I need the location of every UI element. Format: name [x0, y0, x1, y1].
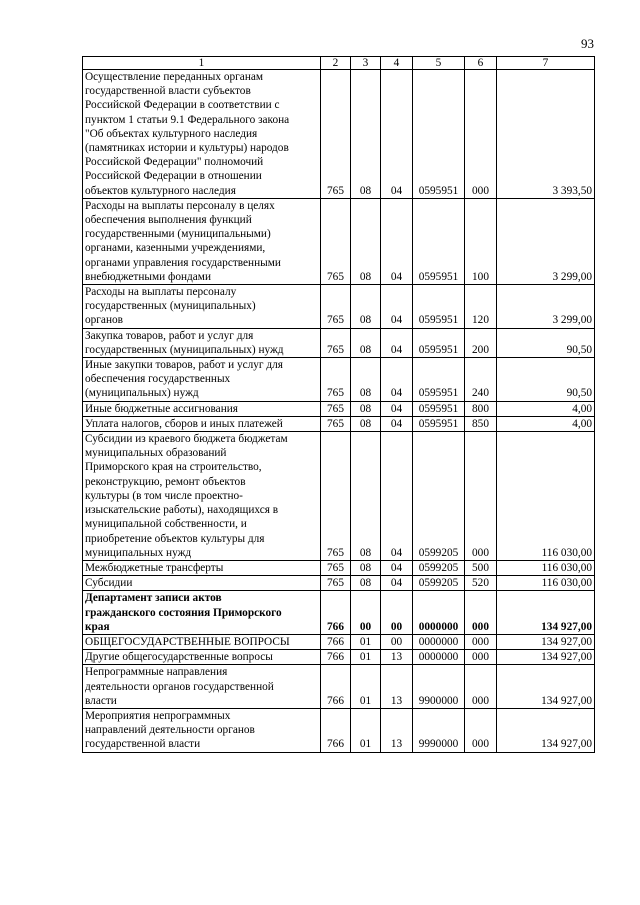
col-header: 6: [465, 57, 497, 70]
row-name: Субсидии из краевого бюджета бюджетам муниципальных образований Приморского края на строительство, реконструкцию, ремонт объектов культуры (в том числе проектно- изыскательские работы), находящихся в муниципальной собственности, и приобретение объектов культуры для муниципальных нужд: [83, 432, 321, 561]
row-target-article: 0595951: [413, 70, 465, 199]
row-subsection: 13: [381, 650, 413, 665]
row-expense-type: 520: [465, 576, 497, 591]
row-name: Иные закупки товаров, работ и услуг для обеспечения государственных (муниципальных) нужд: [83, 358, 321, 402]
row-admin-code: 765: [321, 198, 351, 284]
row-target-article: 0595951: [413, 198, 465, 284]
row-target-article: 0599205: [413, 432, 465, 561]
row-amount: 116 030,00: [497, 560, 595, 575]
row-amount: 4,00: [497, 416, 595, 431]
row-subsection: 00: [381, 591, 413, 635]
row-subsection: 04: [381, 328, 413, 357]
row-expense-type: 000: [465, 650, 497, 665]
row-expense-type: 000: [465, 665, 497, 709]
budget-table: [82, 56, 595, 753]
row-name: Другие общегосударственные вопросы: [83, 650, 321, 665]
row-section: 01: [351, 634, 381, 649]
row-name: Расходы на выплаты персоналу государственных (муниципальных) органов: [83, 285, 321, 329]
row-admin-code: 765: [321, 285, 351, 329]
table-row: [83, 665, 595, 709]
header-row: [83, 57, 595, 70]
row-name: Осуществление переданных органам государственной власти субъектов Российской Федерации в соответствии с пунктом 1 статьи 9.1 Федерального закона "Об объектах культурного наследия (памятниках истории и культуры) народов Российской Федерации" полномочий Российской Федерации в отношении объектов культурного наследия: [83, 70, 321, 199]
row-amount: 134 927,00: [497, 591, 595, 635]
table-row: [83, 708, 595, 752]
row-subsection: 04: [381, 198, 413, 284]
row-amount: 116 030,00: [497, 576, 595, 591]
row-target-article: 0000000: [413, 650, 465, 665]
row-name: ОБЩЕГОСУДАРСТВЕННЫЕ ВОПРОСЫ: [83, 634, 321, 649]
row-amount: 3 393,50: [497, 70, 595, 199]
row-subsection: 04: [381, 401, 413, 416]
col-header: 3: [351, 57, 381, 70]
table-row: [83, 358, 595, 402]
row-name: Закупка товаров, работ и услуг для государственных (муниципальных) нужд: [83, 328, 321, 357]
table-row: [83, 634, 595, 649]
row-subsection: 04: [381, 416, 413, 431]
row-target-article: 0595951: [413, 416, 465, 431]
row-target-article: 0595951: [413, 358, 465, 402]
row-expense-type: 120: [465, 285, 497, 329]
row-subsection: 04: [381, 576, 413, 591]
row-target-article: 0595951: [413, 285, 465, 329]
row-expense-type: 100: [465, 198, 497, 284]
row-amount: 134 927,00: [497, 650, 595, 665]
row-expense-type: 800: [465, 401, 497, 416]
row-expense-type: 000: [465, 708, 497, 752]
row-admin-code: 765: [321, 432, 351, 561]
table-row: [83, 560, 595, 575]
row-expense-type: 240: [465, 358, 497, 402]
table-row: [83, 401, 595, 416]
row-target-article: 0599205: [413, 560, 465, 575]
row-section: 08: [351, 432, 381, 561]
row-name: Уплата налогов, сборов и иных платежей: [83, 416, 321, 431]
row-name: Непрограммные направления деятельности органов государственной власти: [83, 665, 321, 709]
table-row: [83, 328, 595, 357]
row-expense-type: 000: [465, 432, 497, 561]
table-row: [83, 285, 595, 329]
row-section: 08: [351, 70, 381, 199]
row-target-article: 9990000: [413, 708, 465, 752]
row-expense-type: 500: [465, 560, 497, 575]
row-admin-code: 765: [321, 401, 351, 416]
row-section: 08: [351, 285, 381, 329]
row-admin-code: 765: [321, 70, 351, 199]
row-subsection: 04: [381, 560, 413, 575]
row-section: 08: [351, 358, 381, 402]
row-target-article: 0599205: [413, 576, 465, 591]
table-row: [83, 432, 595, 561]
table-row: [83, 416, 595, 431]
row-amount: 134 927,00: [497, 708, 595, 752]
row-amount: 3 299,00: [497, 285, 595, 329]
row-name: Мероприятия непрограммных направлений деятельности органов государственной власти: [83, 708, 321, 752]
row-expense-type: 000: [465, 591, 497, 635]
col-header: 7: [497, 57, 595, 70]
row-target-article: 0000000: [413, 634, 465, 649]
row-amount: 90,50: [497, 358, 595, 402]
row-admin-code: 765: [321, 358, 351, 402]
row-admin-code: 766: [321, 708, 351, 752]
row-amount: 4,00: [497, 401, 595, 416]
page-number: 93: [581, 36, 594, 51]
row-amount: 116 030,00: [497, 432, 595, 561]
row-name: Иные бюджетные ассигнования: [83, 401, 321, 416]
col-header: 4: [381, 57, 413, 70]
row-amount: 90,50: [497, 328, 595, 357]
row-admin-code: 765: [321, 560, 351, 575]
row-admin-code: 766: [321, 665, 351, 709]
row-target-article: 0595951: [413, 328, 465, 357]
row-expense-type: 000: [465, 634, 497, 649]
row-admin-code: 766: [321, 634, 351, 649]
row-section: 01: [351, 665, 381, 709]
row-admin-code: 765: [321, 576, 351, 591]
row-subsection: 04: [381, 358, 413, 402]
row-target-article: 0595951: [413, 401, 465, 416]
row-target-article: 9900000: [413, 665, 465, 709]
row-section: 08: [351, 416, 381, 431]
row-admin-code: 766: [321, 591, 351, 635]
row-amount: 134 927,00: [497, 634, 595, 649]
row-name: Субсидии: [83, 576, 321, 591]
row-admin-code: 765: [321, 416, 351, 431]
row-subsection: 13: [381, 708, 413, 752]
row-section: 08: [351, 576, 381, 591]
row-amount: 134 927,00: [497, 665, 595, 709]
row-subsection: 04: [381, 432, 413, 561]
row-subsection: 00: [381, 634, 413, 649]
table-row: [83, 198, 595, 284]
row-name: Департамент записи актов гражданского состояния Приморского края: [83, 591, 321, 635]
col-header: 1: [83, 57, 321, 70]
row-target-article: 0000000: [413, 591, 465, 635]
row-expense-type: 850: [465, 416, 497, 431]
table-row: [83, 650, 595, 665]
row-section: 08: [351, 328, 381, 357]
row-subsection: 04: [381, 285, 413, 329]
row-expense-type: 200: [465, 328, 497, 357]
table-row: [83, 70, 595, 199]
col-header: 5: [413, 57, 465, 70]
row-section: 00: [351, 591, 381, 635]
col-header: 2: [321, 57, 351, 70]
table-row: [83, 576, 595, 591]
row-section: 08: [351, 401, 381, 416]
row-admin-code: 766: [321, 650, 351, 665]
row-name: Расходы на выплаты персоналу в целях обеспечения выполнения функций государственными (муниципальными) органами, казенными учреждениями, органами управления государственными внебюджетными фондами: [83, 198, 321, 284]
row-section: 08: [351, 198, 381, 284]
row-section: 08: [351, 560, 381, 575]
row-name: Межбюджетные трансферты: [83, 560, 321, 575]
row-section: 01: [351, 708, 381, 752]
row-expense-type: 000: [465, 70, 497, 199]
row-section: 01: [351, 650, 381, 665]
row-subsection: 13: [381, 665, 413, 709]
row-amount: 3 299,00: [497, 198, 595, 284]
table-row: [83, 591, 595, 635]
row-admin-code: 765: [321, 328, 351, 357]
row-subsection: 04: [381, 70, 413, 199]
